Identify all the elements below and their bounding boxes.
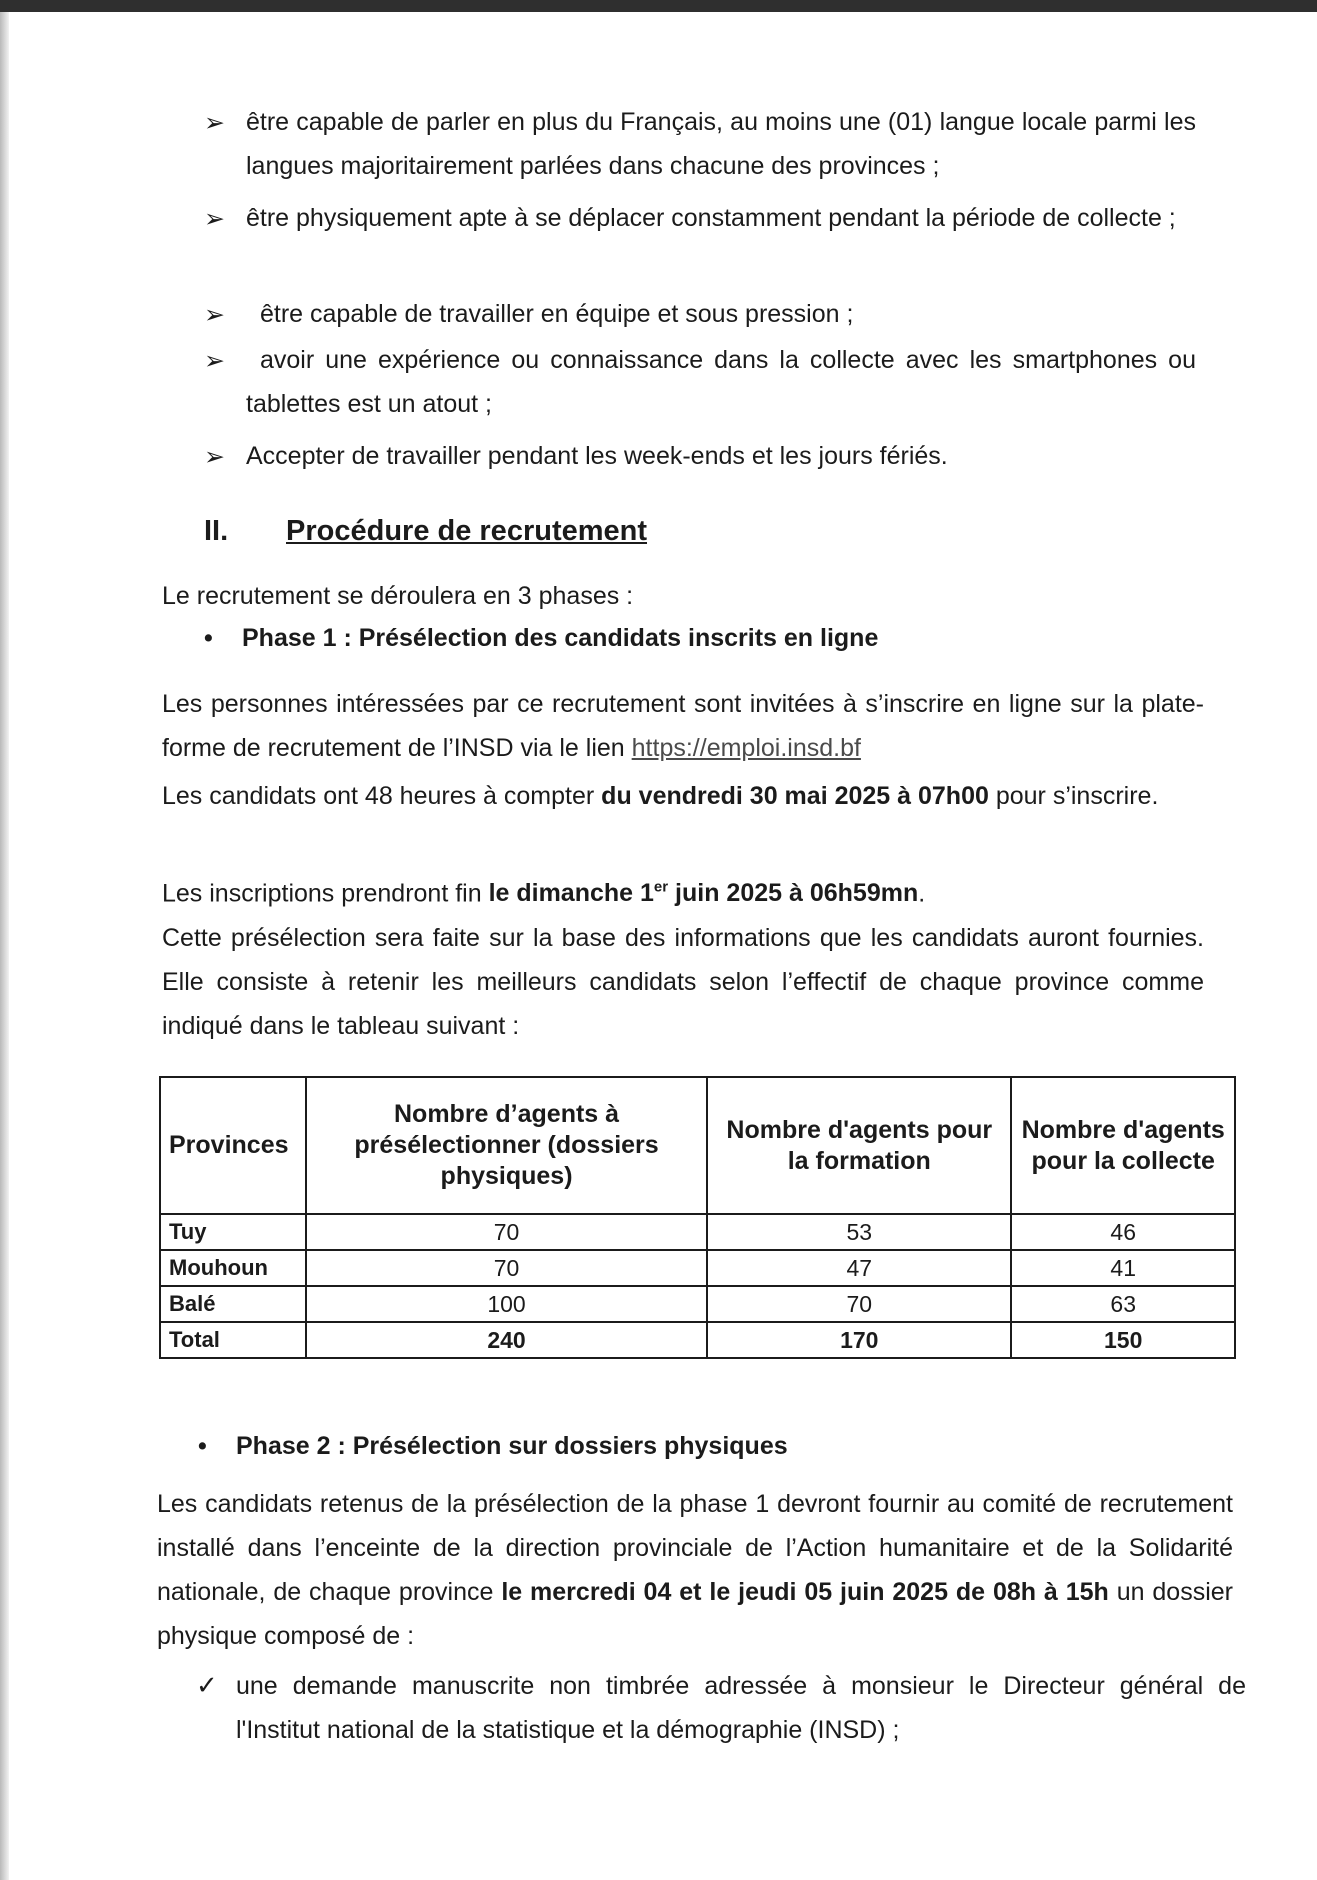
table-row <box>160 1214 1235 1250</box>
table-header: Provinces <box>160 1077 306 1214</box>
criterion-item: Accepter de travailler pendant les week-ends et les jours fériés. <box>246 442 948 470</box>
phase2-dates: le mercredi 04 et le jeudi 05 juin 2025 de 08h à 15h <box>501 1578 1109 1606</box>
criterion-item: être physiquement apte à se déplacer constamment pendant la période de collecte ; <box>246 204 1176 232</box>
phase1-p3-end: . <box>918 879 926 908</box>
table-cell: Total <box>160 1322 306 1358</box>
phase1-end-date <box>489 879 919 907</box>
arrow-bullet-icon: ➢ <box>204 205 225 233</box>
table-row <box>160 1250 1235 1286</box>
provinces-table <box>159 1076 1236 1359</box>
top-bar <box>0 0 1317 12</box>
phase1-p1-text: Les personnes intéressées par ce recrutement sont invitées à s’inscrire en ligne sur la plate-forme de recrutement de l’INSD via le lien <box>162 690 1204 762</box>
table-cell: 41 <box>1011 1250 1235 1286</box>
section-title: Procédure de recrutement <box>286 515 648 547</box>
table-cell: 240 <box>306 1322 707 1358</box>
table-cell: 63 <box>1011 1286 1235 1322</box>
document-page <box>0 12 1317 1880</box>
recruitment-link[interactable]: https://emploi.insd.bf <box>631 734 861 762</box>
criterion-text: avoir une expérience ou connaissance dans la collecte avec les smartphones ou tablettes est un atout ; <box>246 346 1196 418</box>
criterion-item: être capable de travailler en équipe et sous pression ; <box>260 300 854 328</box>
table-row <box>160 1286 1235 1322</box>
phase1-start-date: du vendredi 30 mai 2025 à 07h00 <box>601 782 989 810</box>
table-cell: Mouhoun <box>160 1250 306 1286</box>
phase2-p1-text: Les candidats retenus de la présélection de la phase 1 devront fournir au comité de recrutement installé dans l’enceinte de la direction provinciale de l’Action humanitaire et de la Solidarité nationale, de chaque province <box>157 1490 1233 1606</box>
phase1-p3-text: Les inscriptions prendront fin <box>162 879 489 908</box>
end-date-sup: er <box>653 879 669 896</box>
table-cell: 70 <box>707 1286 1011 1322</box>
dot-bullet-icon: • <box>198 1432 207 1460</box>
phase2-paragraph <box>157 1482 1233 1658</box>
end-date-part2: juin 2025 à 06h59mn <box>668 879 919 908</box>
phase1-heading <box>204 624 878 653</box>
phase2-title: Phase 2 : Présélection sur dossiers physiques <box>236 1432 788 1460</box>
table-cell: Balé <box>160 1286 306 1322</box>
section-number: II. <box>204 515 229 547</box>
dot-bullet-icon: • <box>204 624 213 652</box>
phase1-p2-text: Les candidats ont 48 heures à compter <box>162 782 602 810</box>
table-cell: 150 <box>1011 1322 1235 1358</box>
phase1-paragraph-dates <box>162 774 1204 818</box>
phase1-p2-end: pour s’inscrire. <box>988 782 1159 810</box>
checkmark-icon: ✓ <box>196 1670 218 1700</box>
table-cell: 70 <box>306 1214 707 1250</box>
table-total-row <box>160 1322 1235 1358</box>
table-header: Nombre d'agents pour la collecte <box>1011 1077 1235 1214</box>
phase1-title: Phase 1 : Présélection des candidats inscrits en ligne <box>242 624 879 652</box>
section-heading <box>204 515 647 548</box>
phase1-paragraph-end <box>162 866 1204 915</box>
phase1-paragraph-selection: Cette présélection sera faite sur la base des informations que les candidats auront fournies. Elle consiste à retenir les meilleurs candidats selon l’effectif de chaque province comme indiqué dans le tableau suivant : <box>162 924 1204 1040</box>
table-header-row <box>160 1077 1235 1214</box>
phase1-paragraph-link <box>162 682 1204 770</box>
phase2-p1-end: un dossier physique composé de : <box>157 1578 1233 1650</box>
table-cell: Tuy <box>160 1214 306 1250</box>
criterion-item: être capable de parler en plus du Français, au moins une (01) langue locale parmi les langues majoritairement parlées dans chacune des provinces ; <box>246 108 1196 180</box>
arrow-bullet-icon: ➢ <box>204 301 225 329</box>
arrow-bullet-icon: ➢ <box>204 109 225 137</box>
document-item: une demande manuscrite non timbrée adressée à monsieur le Directeur général de l'Institut national de la statistique et la démographie (INSD) ; <box>236 1672 1246 1744</box>
arrow-bullet-icon: ➢ <box>204 347 225 375</box>
intro-text: Le recrutement se déroulera en 3 phases : <box>162 582 634 610</box>
table-cell: 46 <box>1011 1214 1235 1250</box>
table-header: Nombre d’agents à présélectionner (dossiers physiques) <box>306 1077 707 1214</box>
table-cell: 70 <box>306 1250 707 1286</box>
table-cell: 53 <box>707 1214 1011 1250</box>
end-date-part1: le dimanche 1 <box>488 879 654 908</box>
phase2-heading <box>198 1432 788 1461</box>
table-cell: 47 <box>707 1250 1011 1286</box>
criterion-item <box>246 338 1196 426</box>
table-header: Nombre d'agents pour la formation <box>707 1077 1011 1214</box>
arrow-bullet-icon: ➢ <box>204 443 225 471</box>
table-cell: 170 <box>707 1322 1011 1358</box>
table-cell: 100 <box>306 1286 707 1322</box>
